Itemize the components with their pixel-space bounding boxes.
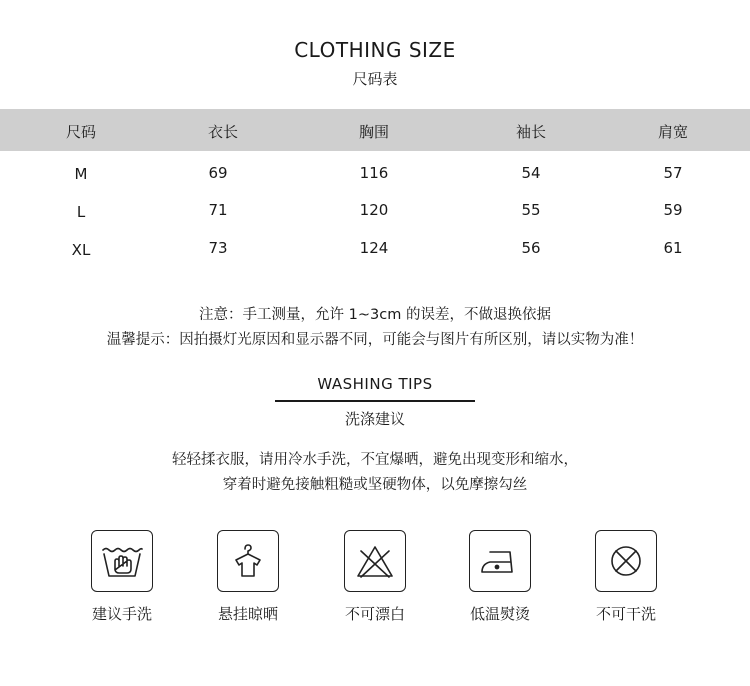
washing-tips-divider — [275, 400, 475, 402]
washing-text-line-2: 穿着时避免接触粗糙或坚硬物体，以免摩擦勾丝 — [222, 477, 528, 493]
table-cell: 69 — [208, 164, 228, 182]
no-dry-clean-icon — [595, 530, 657, 592]
table-cell: 56 — [521, 239, 541, 257]
table-cell: L — [76, 203, 86, 221]
column-header-shoulder: 肩宽 — [657, 123, 688, 141]
care-label-low-iron: 低温熨烫 — [469, 605, 530, 623]
page-subtitle: 尺码表 — [352, 70, 398, 88]
size-table-header — [0, 109, 750, 151]
table-cell: 120 — [359, 201, 389, 219]
low-iron-icon — [469, 530, 531, 592]
table-cell: 55 — [521, 201, 541, 219]
table-cell: 124 — [359, 239, 389, 257]
measurement-note: 注意：手工测量，允许 1~3cm 的误差，不做退换依据 — [199, 307, 551, 323]
column-header-chest: 胸围 — [358, 123, 389, 141]
column-header-sleeve: 袖长 — [515, 123, 546, 141]
care-label-no-dry-clean: 不可干洗 — [595, 605, 656, 623]
table-cell: 73 — [208, 239, 228, 257]
column-header-length: 衣长 — [207, 123, 238, 141]
table-cell: 57 — [663, 164, 683, 182]
washing-text-line-1: 轻轻揉衣服，请用冷水手洗，不宜爆晒，避免出现变形和缩水， — [172, 452, 578, 468]
table-cell: 71 — [208, 201, 228, 219]
care-label-hand-wash: 建议手洗 — [91, 605, 152, 623]
washing-tips-title: WASHING TIPS — [317, 375, 433, 393]
table-cell: XL — [71, 241, 91, 259]
page-title: CLOTHING SIZE — [294, 38, 456, 62]
table-cell: 54 — [521, 164, 541, 182]
washing-tips-subtitle: 洗涤建议 — [344, 410, 405, 428]
table-cell: M — [74, 165, 88, 183]
column-header-size: 尺码 — [65, 123, 96, 141]
hand-wash-icon — [91, 530, 153, 592]
care-label-hang-dry: 悬挂晾晒 — [217, 605, 278, 623]
no-bleach-icon — [344, 530, 406, 592]
hang-dry-icon — [217, 530, 279, 592]
care-label-no-bleach: 不可漂白 — [344, 605, 405, 623]
display-note: 温馨提示：因拍摄灯光原因和显示器不同，可能会与图片有所区别，请以实物为准！ — [106, 332, 644, 348]
table-cell: 61 — [663, 239, 683, 257]
table-cell: 59 — [663, 201, 683, 219]
table-cell: 116 — [359, 164, 389, 182]
